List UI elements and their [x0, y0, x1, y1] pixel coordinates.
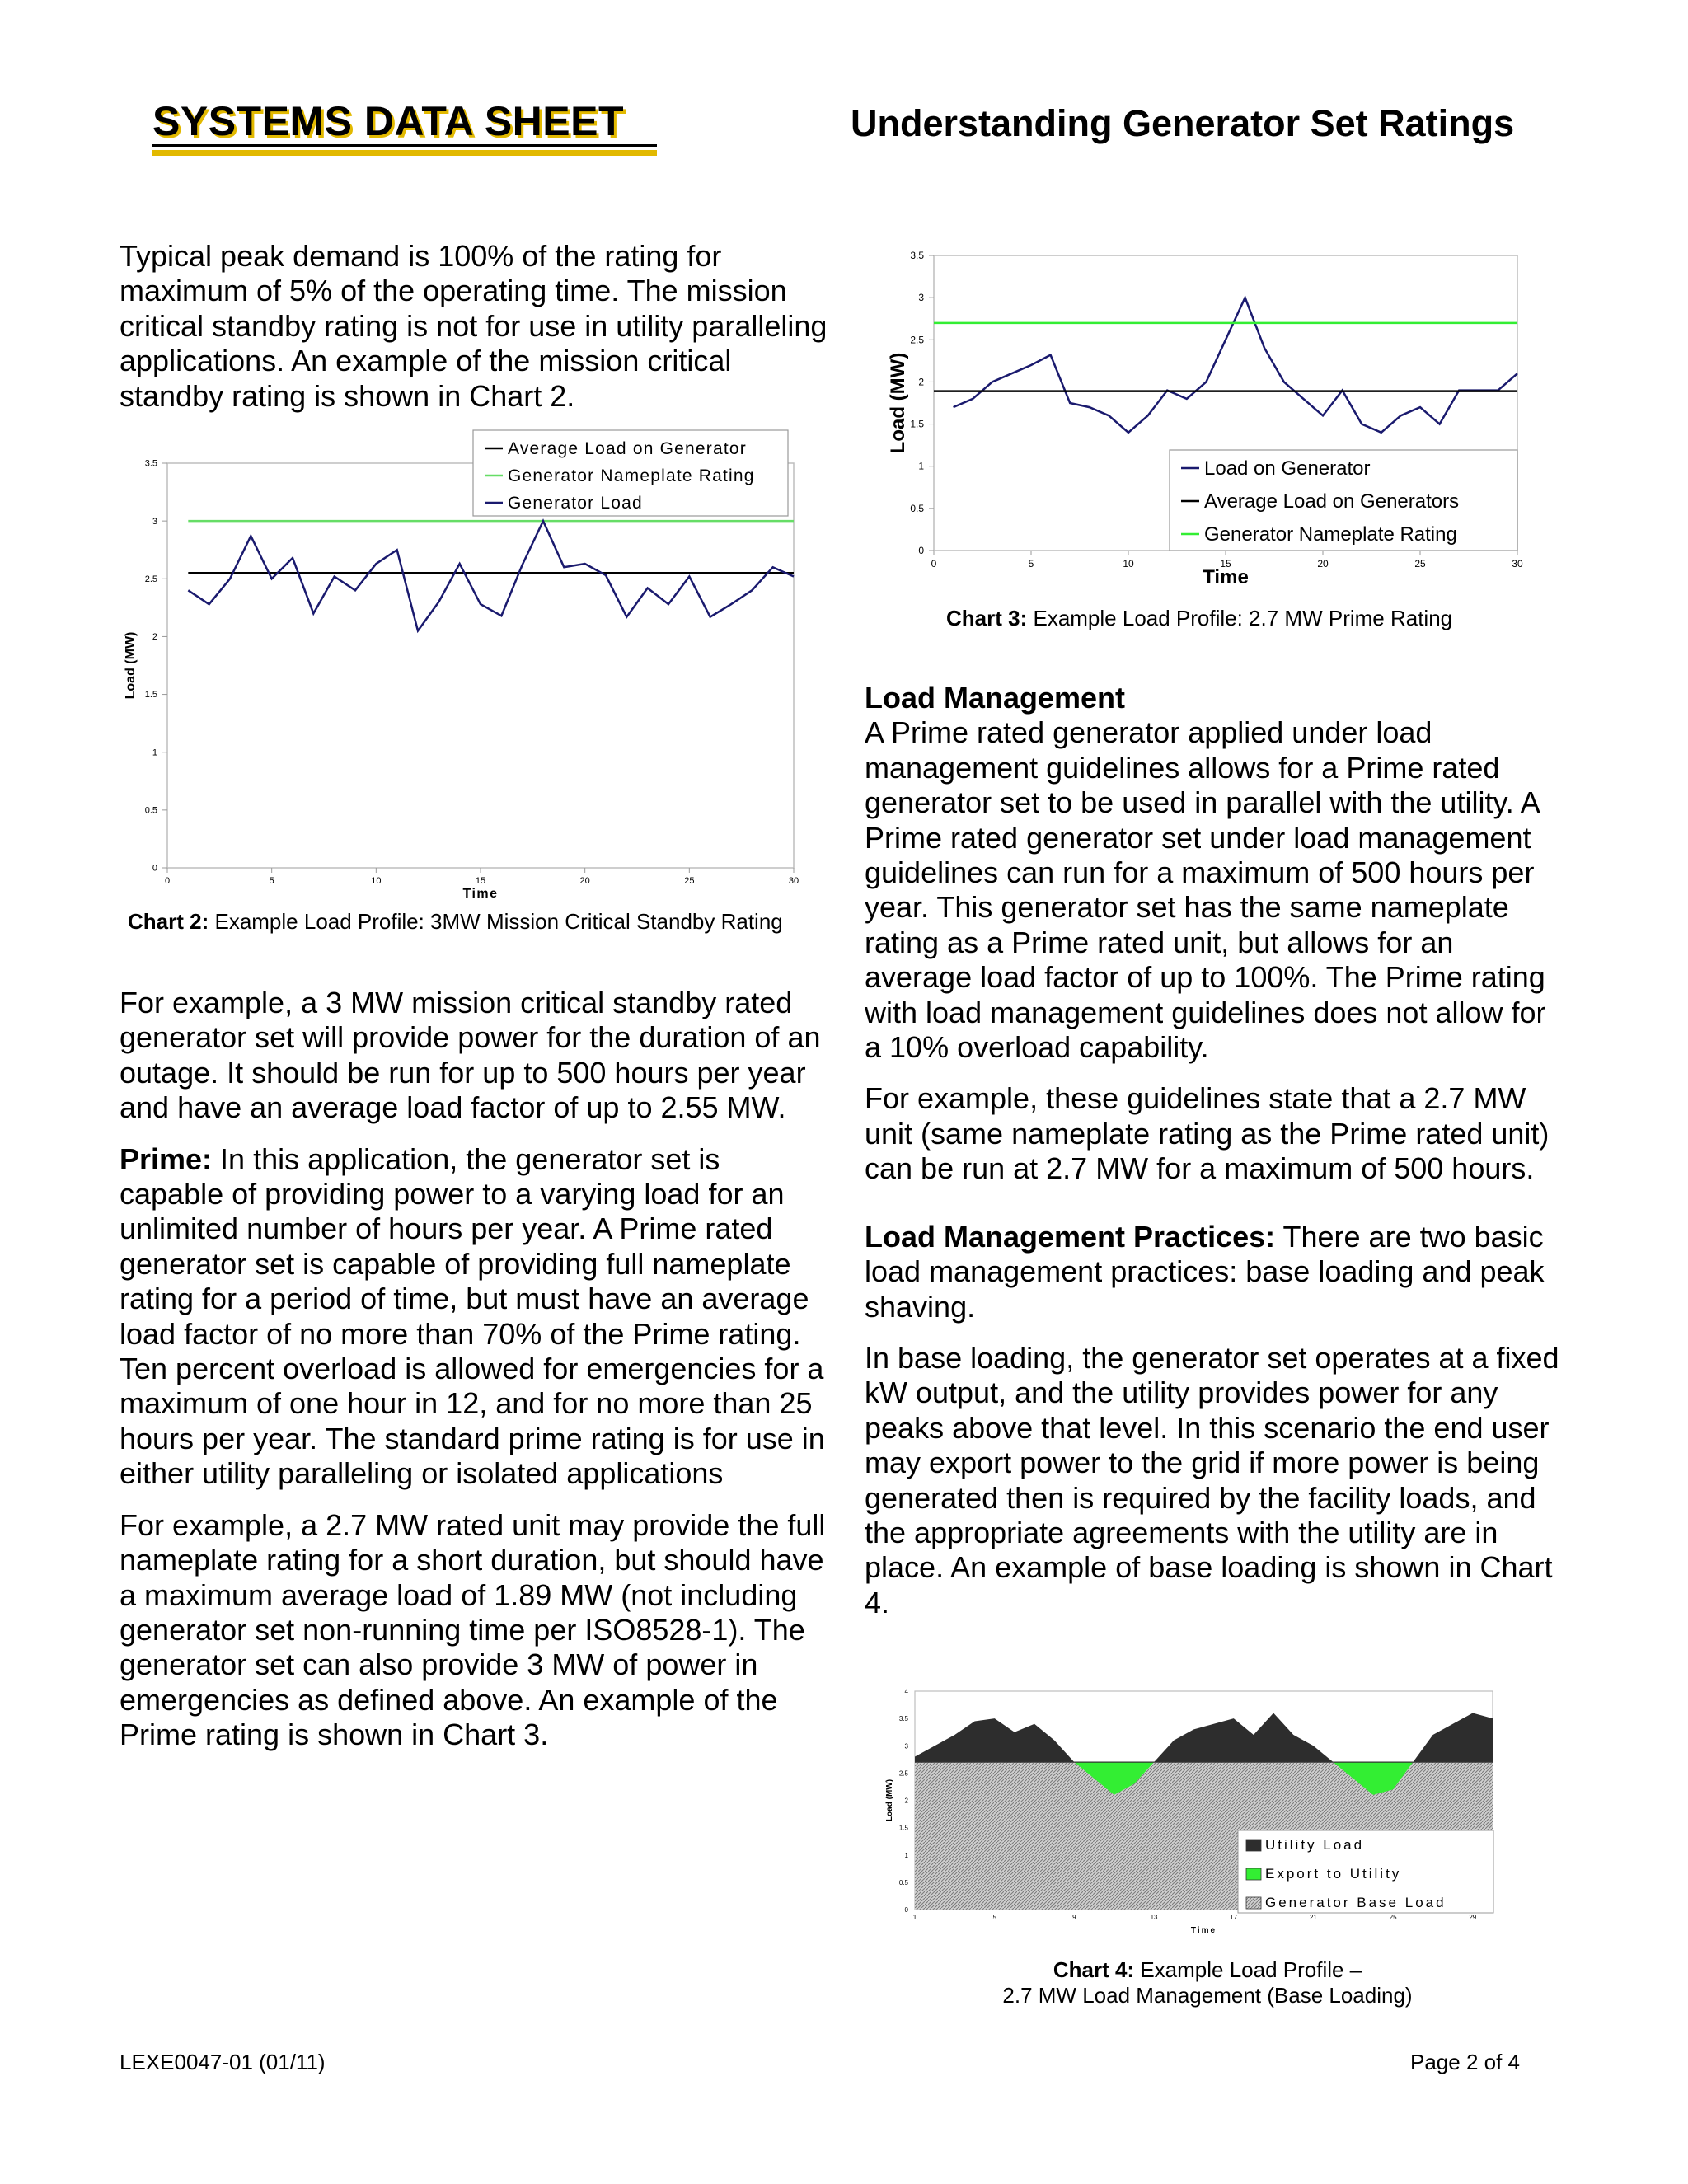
y-tick-label: 2.5	[910, 334, 924, 346]
right-body	[865, 681, 1561, 1620]
x-tick-label: 9	[1072, 1914, 1076, 1921]
plot-area	[167, 463, 794, 868]
x-tick-label: 25	[1414, 558, 1426, 569]
chart-4-caption	[865, 1957, 1550, 2008]
chart-2-caption	[128, 909, 783, 935]
x-tick-label: 10	[1123, 558, 1134, 569]
y-axis-label: Load (MW)	[124, 631, 138, 700]
y-tick-label: 2.5	[898, 1769, 908, 1778]
legend-label: Average Load on Generator	[508, 439, 747, 458]
x-tick-label: 0	[164, 876, 171, 886]
legend-label: Generator Nameplate Rating	[1204, 523, 1457, 546]
x-tick-label: 21	[1309, 1914, 1317, 1921]
y-tick-label: 3.5	[898, 1715, 908, 1723]
y-tick-label: 1	[152, 748, 157, 758]
chart-3-caption-text: Example Load Profile: 2.7 MW Prime Rating	[1027, 606, 1453, 630]
brand-title: SYSTEMS DATA SHEET	[152, 98, 625, 144]
legend-label: Load on Generator	[1204, 457, 1371, 480]
y-tick-label: 4	[904, 1688, 908, 1695]
x-tick-label: 15	[1220, 558, 1231, 569]
y-tick-label: 2	[904, 1797, 908, 1805]
x-tick-label: 17	[1230, 1914, 1238, 1921]
left-body	[120, 986, 828, 1753]
prime-lead: Prime:	[120, 1141, 213, 1176]
left-intro-paragraph: Typical peak demand is 100% of the rating for maximum of 5% of the operating time. The mission critical standby rating is not for use in utility paralleling applications. An example of the mission critical standby rating is shown in Chart 2.	[120, 239, 828, 413]
x-tick-label: 5	[269, 876, 274, 886]
y-tick-label: 2	[918, 376, 924, 388]
page-title: Understanding Generator Set Ratings	[851, 102, 1515, 144]
document-code: LEXE0047-01 (01/11)	[120, 2050, 326, 2074]
chart-4-caption-line2: 2.7 MW Load Management (Base Loading)	[1002, 1983, 1413, 2008]
load-management-example: For example, these guidelines state that a 2.7 MW unit (same nameplate rating as the Prime rated unit) can be run at 2.7 MW for a maximum of 500 hours.	[865, 1081, 1550, 1186]
y-tick-label: 1	[918, 460, 924, 472]
x-tick-label: 0	[931, 558, 937, 569]
y-axis-label: Load (MW)	[885, 1779, 894, 1822]
y-tick-label: 2	[152, 632, 157, 643]
x-tick-label: 30	[788, 876, 799, 886]
y-tick-label: 3	[904, 1742, 908, 1750]
y-tick-label: 3	[152, 516, 157, 527]
chart-4-caption-line1	[865, 1957, 1550, 1983]
chart-3-caption	[946, 606, 1452, 631]
chart-4-caption-lead: Chart 4:	[1053, 1957, 1135, 1982]
x-axis-label: Time	[1190, 1926, 1217, 1935]
practices-lead: Load Management Practices:	[865, 1219, 1276, 1254]
left-intro	[120, 239, 828, 414]
standby-example-paragraph: For example, a 3 MW mission critical standby rated generator set will provide power for the duration of an outage. It should be run for up to 500 hours per year and have an average load factor of up to 2.55 MW.	[120, 986, 821, 1125]
series-line-load-on-generator	[954, 298, 1517, 433]
y-tick-label: 1.5	[910, 418, 924, 430]
x-tick-label: 25	[684, 876, 695, 886]
legend-label: Export to Utility	[1265, 1866, 1402, 1882]
y-tick-label: 0	[152, 863, 157, 874]
brand-underline	[152, 150, 657, 156]
x-tick-label: 5	[1028, 558, 1034, 569]
y-axis-label: Load (MW)	[887, 352, 909, 454]
x-tick-label: 5	[992, 1914, 996, 1921]
legend-label: Generator Nameplate Rating	[508, 466, 755, 485]
legend-label: Average Load on Generators	[1204, 490, 1460, 513]
prime-paragraph	[120, 1142, 828, 1492]
chart-2-caption-lead: Chart 2:	[128, 909, 209, 934]
load-management-heading: Load Management	[865, 681, 1126, 715]
practices-text: There are two basic load management practices: base loading and peak shaving.	[865, 1219, 1545, 1324]
y-tick-label: 3.5	[144, 458, 157, 469]
chart-4	[865, 1677, 1508, 1941]
practices-paragraph	[865, 1220, 1561, 1324]
chart-4-caption-text: Example Load Profile –	[1134, 1957, 1362, 1982]
chart-2	[115, 429, 808, 902]
x-tick-label: 30	[1512, 558, 1523, 569]
x-tick-label: 13	[1150, 1914, 1158, 1921]
y-tick-label: 0	[918, 545, 924, 556]
y-tick-label: 3	[918, 292, 924, 304]
x-tick-label: 20	[1317, 558, 1329, 569]
legend-label: Generator Load	[508, 494, 643, 513]
x-axis-label: Time	[462, 887, 499, 901]
page-number: Page 2 of 4	[1410, 2050, 1520, 2074]
y-tick-label: 0	[904, 1906, 908, 1914]
legend-swatch	[1246, 1840, 1261, 1851]
x-tick-label: 25	[1389, 1914, 1397, 1921]
legend-swatch	[1246, 1868, 1261, 1880]
x-tick-label: 15	[475, 876, 486, 886]
y-tick-label: 1.5	[144, 690, 157, 701]
y-tick-label: 0.5	[898, 1878, 908, 1886]
y-tick-label: 0.5	[910, 502, 924, 514]
x-tick-label: 1	[912, 1914, 917, 1921]
y-tick-label: 3.5	[910, 250, 924, 261]
load-management-paragraph: A Prime rated generator applied under load management guidelines allows for a Prime rated generator set to be used in parallel with the utility. A Prime rated generator set under load management guidelines can run for a maximum of 500 hours per year. This generator set has the same nameplate rating as a Prime rated unit, but allows for an average load factor of up to 100%. The Prime rating with load management guidelines does not allow for a 10% overload capability.	[865, 715, 1546, 1065]
x-tick-label: 29	[1469, 1914, 1477, 1921]
chart-2-caption-text: Example Load Profile: 3MW Mission Critical Standby Rating	[209, 909, 783, 934]
y-tick-label: 1	[904, 1851, 908, 1859]
chart-3-caption-lead: Chart 3:	[946, 606, 1028, 630]
y-tick-label: 0.5	[144, 805, 157, 816]
y-tick-label: 2.5	[144, 574, 157, 584]
chart-3	[878, 239, 1529, 602]
series-line-generator-load	[188, 521, 794, 630]
prime-text: In this application, the generator set is capable of providing power to a varying load for an unlimited number of hours per year. A Prime rated generator set is capable of providing full nameplate rating for a period of time, but must have an average load factor of no more than 70% of the Prime rating. Ten percent overload is allowed for emergencies for a maximum of one hour in 12, and for no more than 25 hours per year. The standard prime rating is for use in either utility paralleling or isolated applications	[120, 1141, 825, 1491]
legend-swatch	[1246, 1897, 1261, 1909]
prime-example-paragraph: For example, a 2.7 MW rated unit may provide the full nameplate rating for a short duration, but should have a maximum average load of 1.89 MW (not including generator set non-running time per ISO8528-1). The generator set can also provide 3 MW of power in emergencies as defined above. An example of the Prime rating is shown in Chart 3.	[120, 1507, 826, 1752]
x-tick-label: 20	[579, 876, 590, 886]
legend-label: Utility Load	[1265, 1837, 1365, 1853]
x-tick-label: 10	[371, 876, 382, 886]
legend-label: Generator Base Load	[1265, 1895, 1447, 1910]
base-loading-paragraph: In base loading, the generator set operates at a fixed kW output, and the utility provides power for any peaks above that level. In this scenario the end user may export power to the grid if more power is being generated then is required by the facility loads, and the appropriate agreements with the utility are in place. An example of base loading is shown in Chart 4.	[865, 1340, 1559, 1619]
x-axis-label: Time	[1203, 566, 1249, 588]
y-tick-label: 1.5	[898, 1824, 908, 1832]
